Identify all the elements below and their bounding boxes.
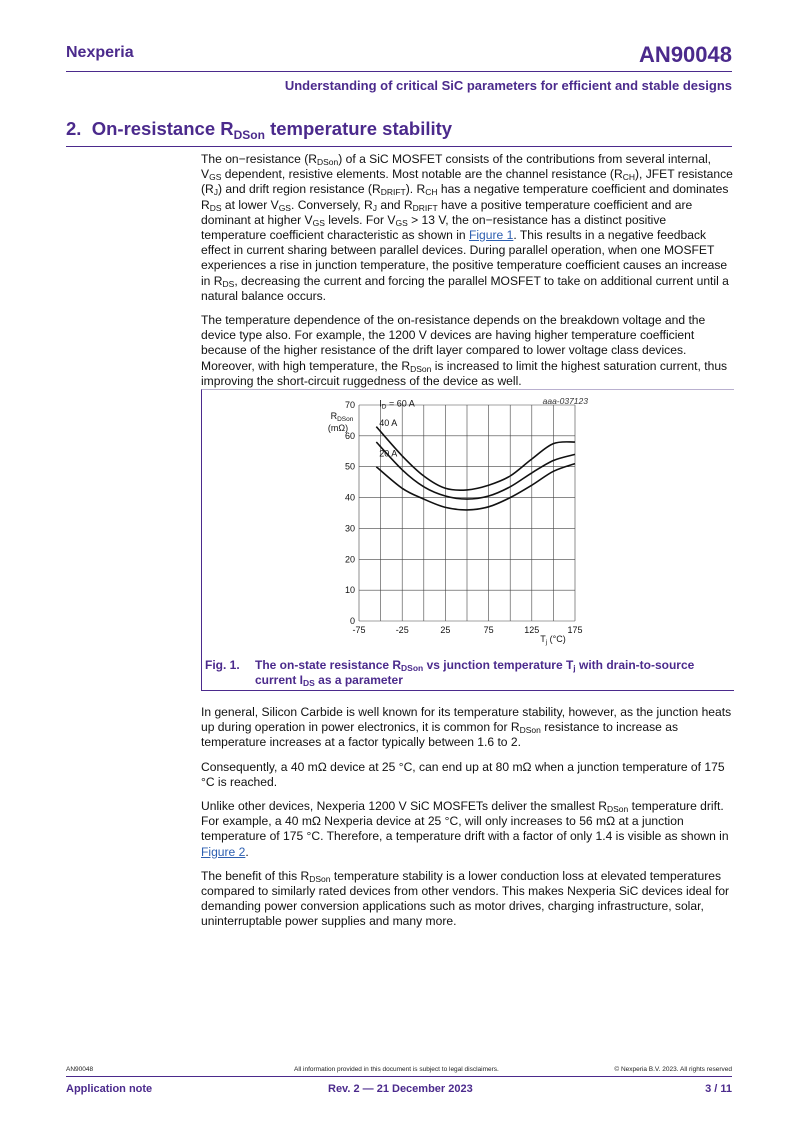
series-label: 20 A — [379, 448, 398, 459]
chart-grid — [359, 405, 575, 621]
x-tick-label: 25 — [440, 625, 451, 635]
section-title — [66, 118, 452, 142]
figure-caption: Fig. 1. The on-state resistance $R_{DSon}$ vs junction temperature $T_j$ with drain-to-source current $I_{DS}$ as a parameter — [205, 658, 695, 688]
series-label: 40 A — [379, 418, 398, 429]
document-subtitle: Understanding of critical SiC parameters for efficient and stable designs — [284, 78, 732, 93]
y-axis-label — [328, 411, 354, 433]
figure-1 — [201, 389, 734, 691]
series-label: $I_D = 60$ A — [379, 398, 415, 411]
paragraph-2: The temperature dependence of the on-resistance depends on the breakdown voltage and the device type also. For example, the 1200 V devices are having higher temperature coefficient because of the higher resistance of the drift layer compared to lower voltage class devices. Moreover, with high temperature, the $R_{DSon}$ is increased to limit the highest saturation current, thus improving the short-circuit ruggedness of the device as well. — [201, 313, 728, 388]
y-tick-label: 60 — [344, 430, 355, 441]
y-tick-label: 30 — [344, 523, 355, 534]
brand-name: Nexperia — [66, 44, 134, 61]
header-rule — [66, 71, 732, 72]
y-tick-label: 20 — [344, 554, 355, 565]
footer-revision: Rev. 2 — 21 December 2023 — [328, 1083, 473, 1095]
figure-number: Fig. 1. — [205, 658, 240, 672]
y-tick-label: 10 — [344, 585, 355, 596]
paragraph-6: The benefit of this $R_{DSon}$ temperature stability is a lower conduction loss at elevated temperatures compared to similarly rated devices from other vendors. This makes Nexperia SiC devices ideal for demanding power conversion applications such as motor drives, charging infrastructure, solar, uninterruptable power supplies and many more. — [201, 868, 730, 929]
svg-text:(mΩ): (mΩ) — [327, 423, 349, 433]
figure-1-link[interactable]: Figure 1 — [468, 228, 514, 243]
document-id: AN90048 — [639, 42, 732, 67]
footer-copyright: © Nexperia B.V. 2023. All rights reserved — [614, 1066, 732, 1073]
paragraph-4: Consequently, a 40 mΩ device at 25 °C, can end up at 80 mΩ when a junction temperature of 175 °C is reached. — [201, 759, 725, 789]
x-tick-label: 125 — [524, 625, 540, 635]
x-tick-label: 175 — [567, 625, 583, 635]
footer-page: 3 / 11 — [705, 1083, 732, 1095]
section-rule — [66, 146, 732, 147]
y-tick-label: 70 — [344, 400, 355, 410]
x-tick-label: -75 — [352, 625, 366, 635]
body-lower — [201, 705, 733, 939]
paragraph-5: Unlike other devices, Nexperia 1200 V SiC MOSFETs deliver the smallest $R_{DSon}$ temperature drift. For example, a 40 mΩ Nexperia device at 25 °C, will only increases to 56 mΩ at a junction temperature of 175 °C. Therefore, a temperature drift with a factor of only 1.4 is visible as shown in Figure 2. — [201, 799, 729, 859]
series-labels — [379, 399, 415, 459]
section-title-pre: On-resistance R — [91, 118, 234, 139]
y-tick-label: 40 — [344, 492, 355, 503]
footer-disclaimer: All information provided in this document is subject to legal disclaimers. — [294, 1066, 499, 1073]
paragraph-3: In general, Silicon Carbide is well known for its temperature stability, however, as the junction heats up during operation in power electronics, it is common for $R_{DSon}$ resistance to increase as temperature increases at a factor typically between 1.6 to 2. — [201, 705, 732, 750]
section-title-sub: DSon — [233, 128, 265, 142]
y-tick-label: 50 — [344, 461, 355, 472]
figure-2-link[interactable]: Figure 2 — [201, 844, 246, 859]
x-tick-label: 75 — [483, 625, 494, 635]
x-axis-label — [540, 634, 566, 646]
footer-doc-type: Application note — [66, 1083, 153, 1095]
footer-doc-id: AN90048 — [66, 1066, 94, 1073]
rdson-chart — [202, 390, 734, 690]
x-tick-label: -25 — [395, 625, 409, 635]
series-line-20-a — [376, 464, 575, 510]
body-upper — [201, 152, 733, 398]
figure-code: aaa-037123 — [542, 396, 588, 406]
section-title-post: temperature stability — [264, 118, 453, 139]
footer-rule — [66, 1076, 732, 1077]
section-number: 2. — [66, 118, 82, 139]
svg-text:Tj (°C): $T_j$ (°C) — [540, 634, 566, 646]
y-tick-label: 0 — [349, 616, 355, 626]
svg-text:RDSon: $R_{DSon}$ — [330, 411, 354, 423]
paragraph-1: The on−resistance $(R_{DSon})$ of a SiC MOSFET consists of the contributions from several internal, $V_{GS}$ dependent, resistive elements. Most notable are the channel resistance $(R_{CH})$, JFET resistance $(R_J)$ and drift region resistance $(R_{DRIFT})$. $R_{CH}$ has a negative temperature coefficient and dominates $R_{DS}$ at lower $V_{GS}$. Conversely, $R_J$ and $R_{DRIFT}$ have a positive temperature coefficient and are dominant at higher $V_{GS}$ levels. For $V_{GS} > 13$ V, the on−resistance has a distinct positive temperature coefficient characteristic as shown in Figure 1. This results in a negative feedback effect in current sharing between parallel devices. During parallel operation, when one MOSFET experiences a rise in junction temperature, the positive temperature coefficient causes an increase in $R_{DS}$, decreasing the current and forcing the parallel MOSFET to take on additional current until a natural balance occurs. — [201, 152, 733, 303]
